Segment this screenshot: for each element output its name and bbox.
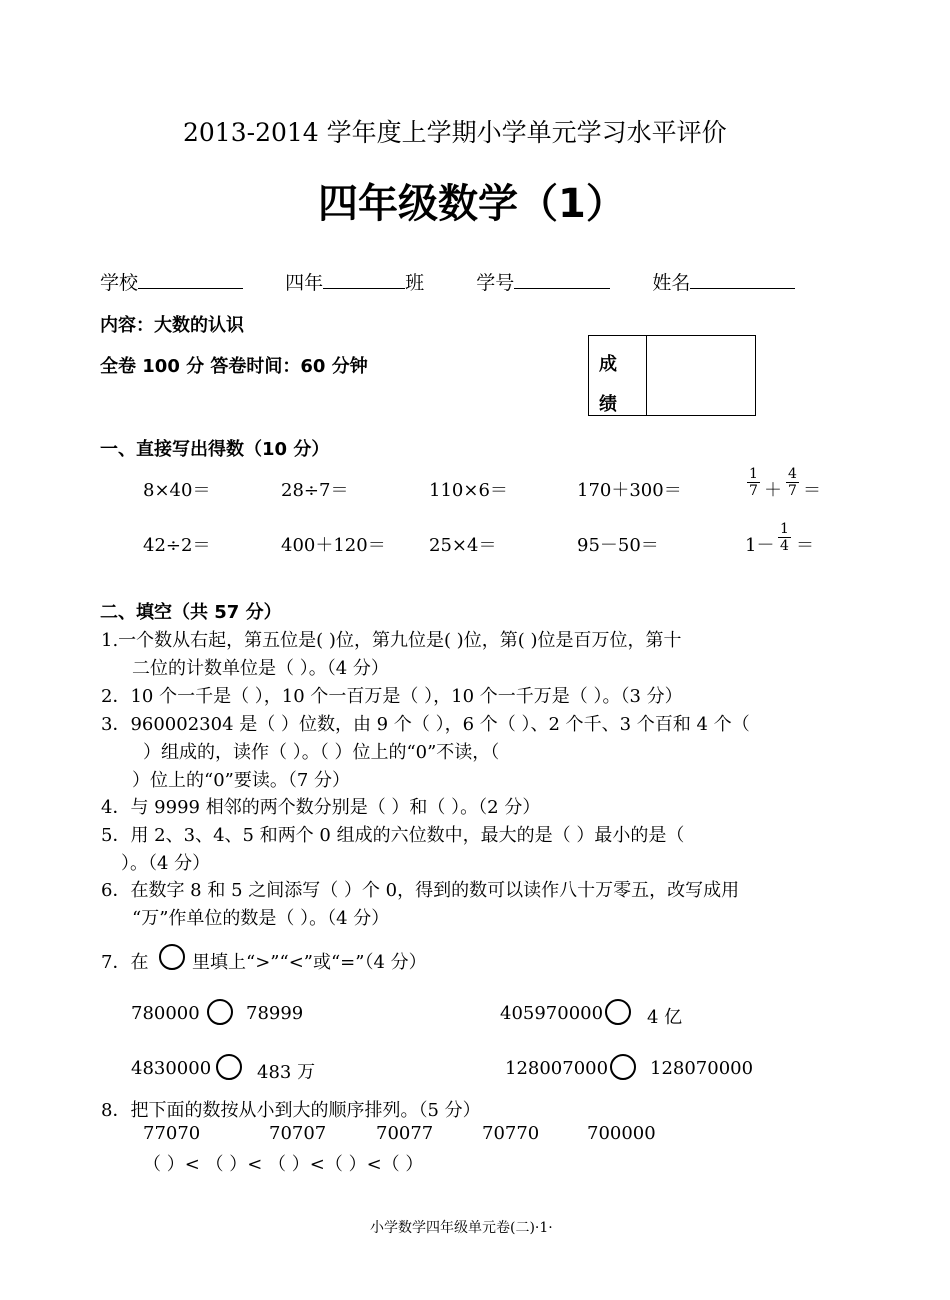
sort-number: 70707	[269, 1123, 327, 1144]
name-label: 姓名	[652, 272, 691, 294]
compare-circle-icon[interactable]	[216, 1054, 242, 1080]
score-divider	[646, 336, 647, 415]
total-line: 全卷 100 分 答卷时间：60 分钟	[100, 356, 368, 377]
sort-number: 70077	[376, 1123, 434, 1144]
fraction-1-7: $\frac{1}{7}$	[749, 466, 758, 499]
compare-left: 4830000	[131, 1058, 212, 1079]
content-line: 内容：大数的认识	[100, 315, 244, 336]
name-field[interactable]	[690, 270, 795, 289]
grade-label: 四年	[285, 272, 324, 294]
section2-heading: 二、填空（共 57 分）	[100, 602, 282, 623]
calc-item: 110×6＝	[429, 480, 508, 501]
score-label-2: 绩	[599, 394, 617, 415]
school-field[interactable]	[138, 270, 243, 289]
circle-icon	[159, 944, 185, 970]
plus-sign: ＋	[764, 480, 782, 501]
calc-item: 25×4＝	[429, 535, 497, 556]
compare-right: 483 万	[257, 1062, 316, 1083]
question-3-line-3: ）位上的“0”要读。（7 分）	[132, 770, 351, 791]
number-label: 学号	[476, 272, 515, 294]
class-field[interactable]	[323, 270, 405, 289]
score-label-1: 成	[599, 354, 617, 375]
question-6-line-1: 6．在数字 8 和 5 之间添写（ ）个 0，得到的数可以读作八十万零五，改写成用	[101, 880, 740, 901]
compare-circle-icon[interactable]	[605, 999, 631, 1025]
question-7-lead: 7．在	[101, 952, 149, 973]
question-2: 2．10 个一千是（ ），10 个一百万是（ ），10 个一千万是（ ）。（3 分）	[101, 686, 683, 707]
question-1-line-1: 1.一个数从右起，第五位是( )位，第九位是( )位，第( )位是百万位，第十	[101, 630, 682, 651]
question-1-line-2: 二位的计数单位是（ ）。（4 分）	[132, 658, 389, 679]
number-field[interactable]	[514, 270, 610, 289]
question-4: 4．与 9999 相邻的两个数分别是（ ）和（ ）。（2 分）	[101, 797, 541, 818]
fraction-1-4: $\frac{1}{4}$	[780, 521, 789, 554]
sort-number: 700000	[587, 1123, 656, 1144]
compare-circle-icon[interactable]	[610, 1054, 636, 1080]
question-3-line-2: ）组成的，读作（ ）。（ ）位上的“0”不读，（	[143, 742, 500, 763]
compare-right: 78999	[246, 1003, 304, 1024]
page-footer: 小学数学四年级单元卷(二)·1·	[370, 1220, 553, 1236]
score-box	[588, 335, 756, 416]
calc-item: 8×40＝	[143, 480, 211, 501]
sort-number: 77070	[143, 1123, 201, 1144]
class-label: 班	[405, 272, 425, 294]
question-3-line-1: 3．960002304 是（ ）位数，由 9 个（ ），6 个（ ）、2 个千、3 个百和 4 个（	[101, 714, 750, 735]
minus-lead: 1－	[745, 535, 775, 556]
calc-item: 400＋120＝	[281, 535, 386, 556]
equals-sign-2: ＝	[796, 535, 814, 556]
question-5-line-1: 5．用 2、3、4、5 和两个 0 组成的六位数中，最大的是（ ）最小的是（	[101, 825, 685, 846]
equals-sign: ＝	[803, 480, 821, 501]
sort-number: 70770	[482, 1123, 540, 1144]
sort-order-blanks: （ ）< （ ）< （ ）<（ ）<（ ）	[143, 1154, 424, 1175]
question-7-text: 里填上“>”“<”或“=”（4 分）	[192, 952, 427, 973]
exam-subtitle: 2013-2014 学年度上学期小学单元学习水平评价	[183, 118, 727, 147]
info-row	[100, 268, 795, 295]
calc-item: 28÷7＝	[281, 480, 349, 501]
question-5-line-2: ）。（4 分）	[121, 853, 211, 874]
calc-item: 42÷2＝	[143, 535, 211, 556]
school-label: 学校	[100, 272, 139, 294]
compare-circle-icon[interactable]	[207, 999, 233, 1025]
section1-heading: 一、直接写出得数（10 分）	[100, 439, 330, 460]
compare-right: 128070000	[650, 1058, 754, 1079]
calc-item: 170＋300＝	[577, 480, 682, 501]
compare-left: 128007000	[505, 1058, 609, 1079]
question-6-line-2: “万”作单位的数是（ ）。（4 分）	[132, 908, 390, 929]
exam-title: 四年级数学（1）	[318, 181, 626, 227]
fraction-4-7: $\frac{4}{7}$	[788, 466, 797, 499]
compare-left: 405970000	[500, 1003, 604, 1024]
compare-left: 780000	[131, 1003, 200, 1024]
compare-right: 4 亿	[647, 1007, 683, 1028]
calc-item: 95－50＝	[577, 535, 659, 556]
question-8: 8．把下面的数按从小到大的顺序排列。（5 分）	[101, 1100, 481, 1121]
